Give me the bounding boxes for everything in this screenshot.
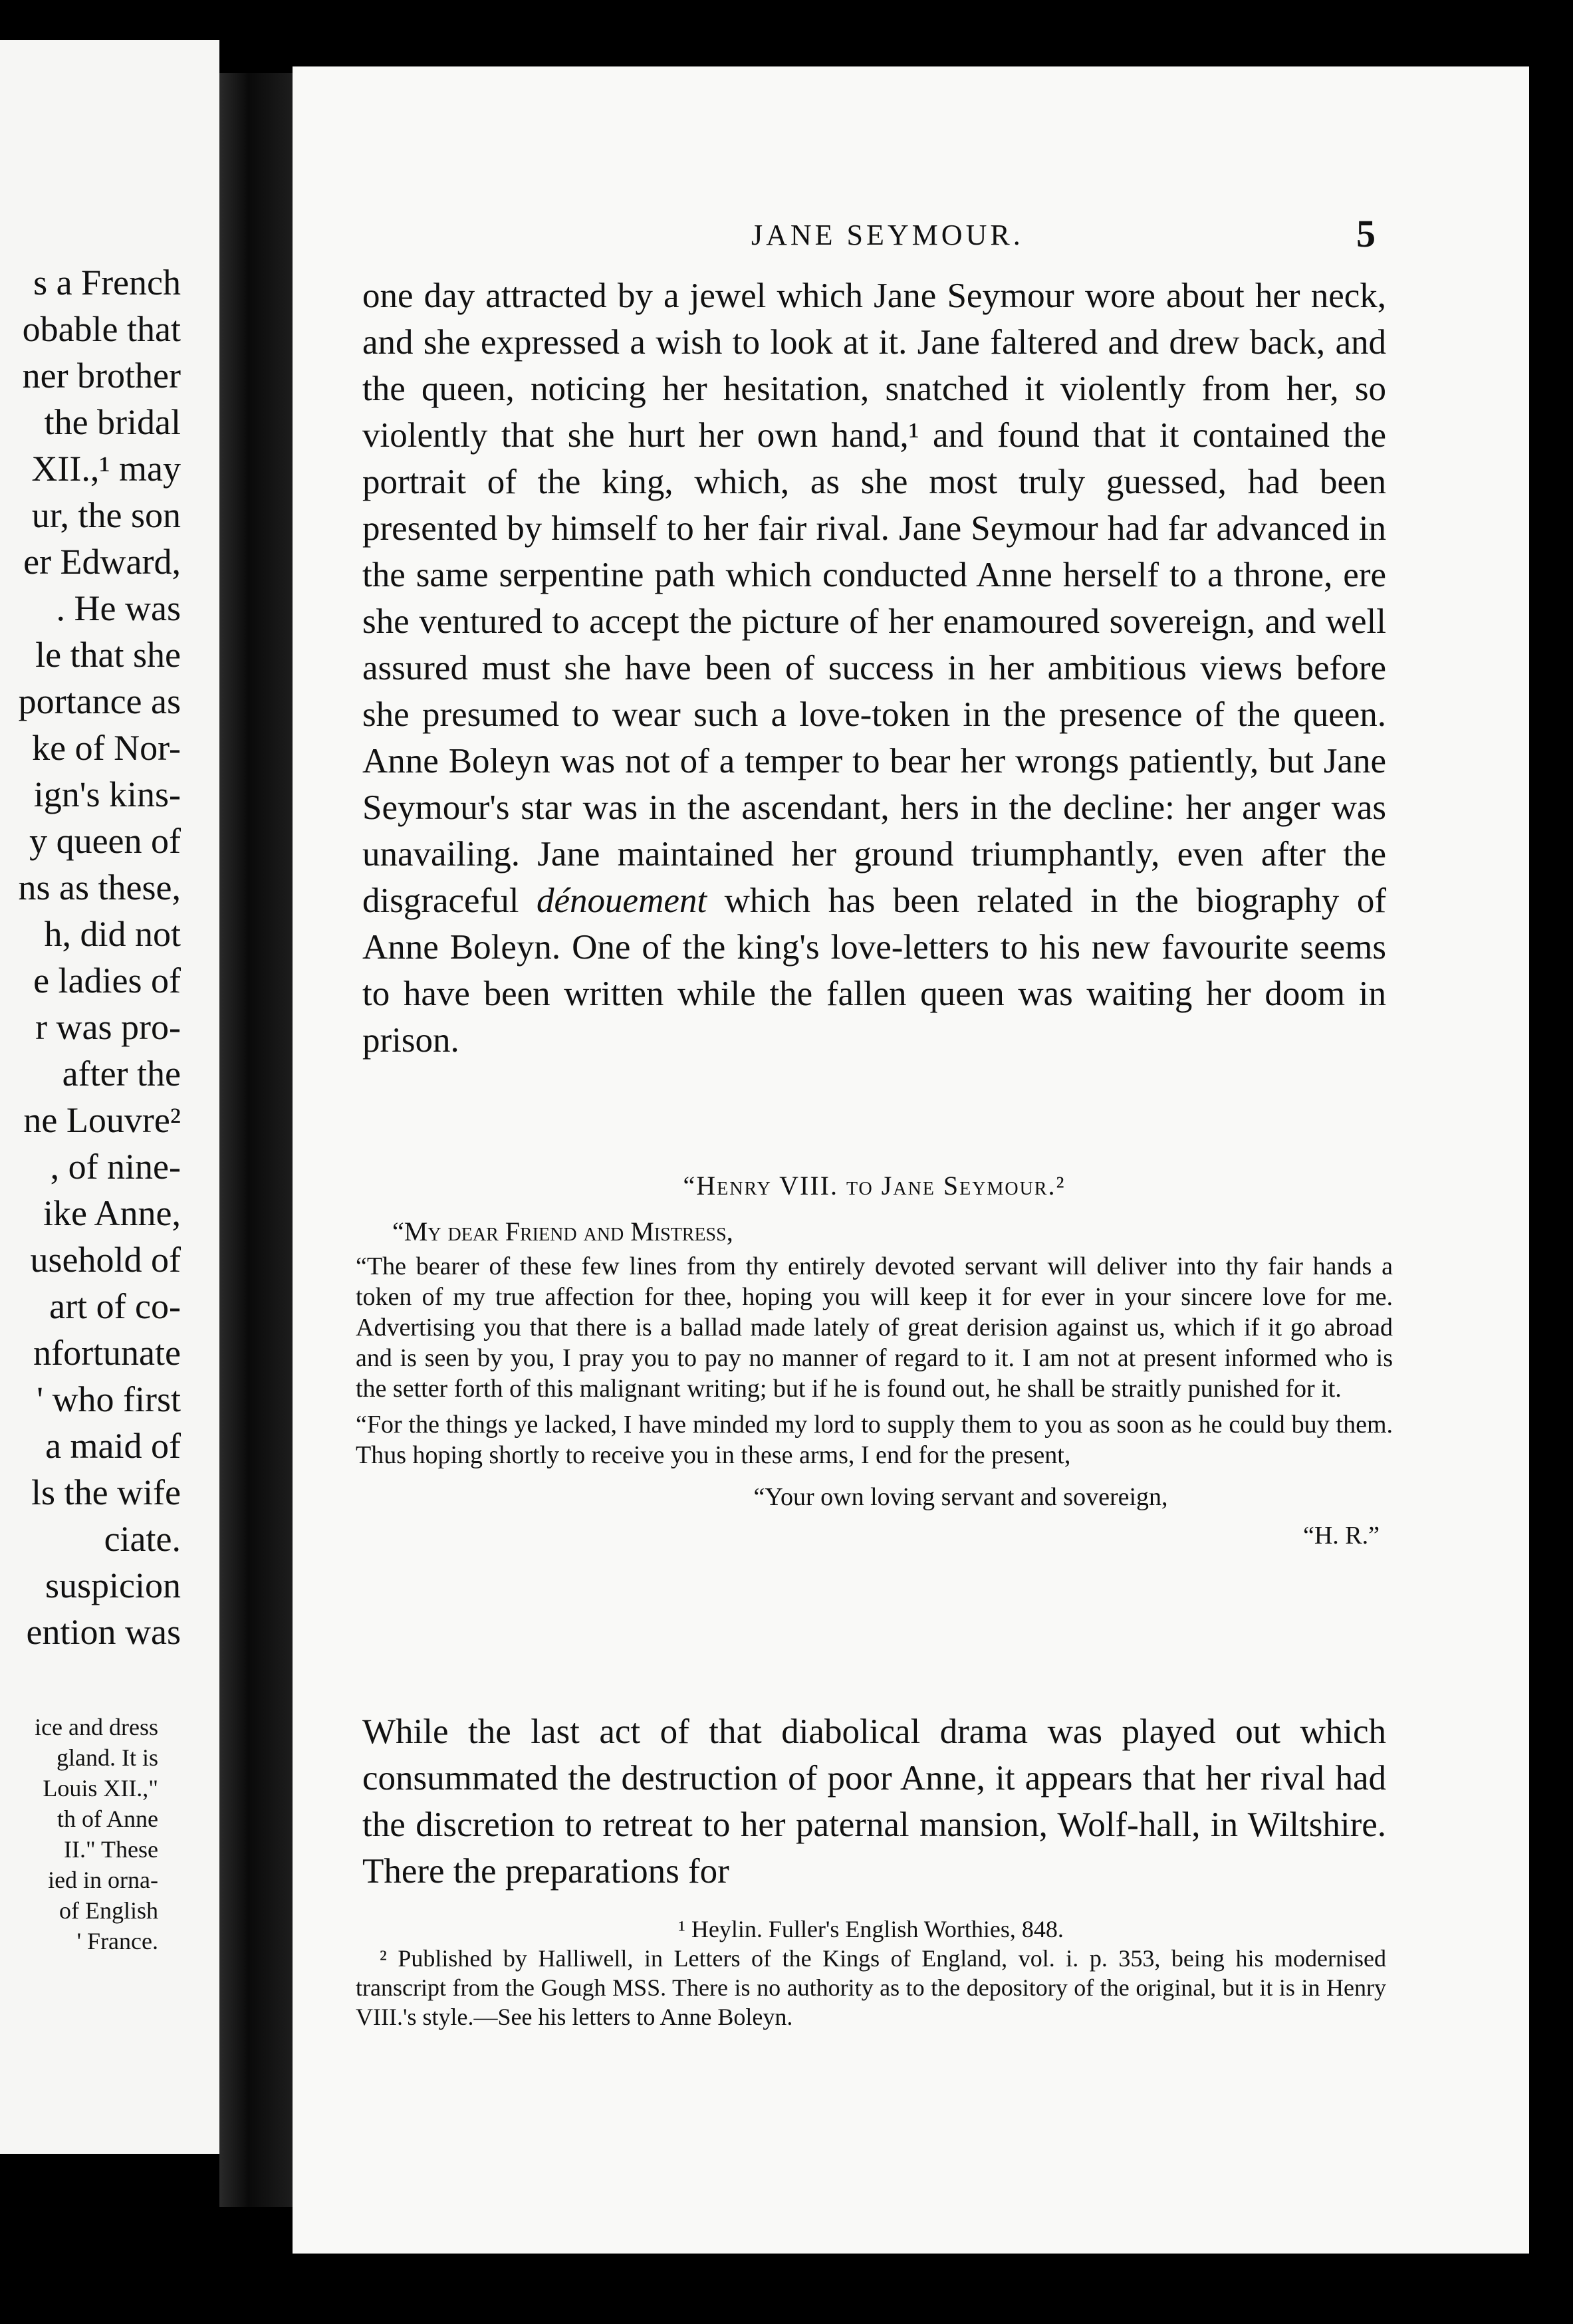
running-head: JANE SEYMOUR. — [751, 219, 1024, 251]
left-page-footnote-line: th of Anne — [57, 1805, 158, 1832]
page-number: 5 — [1356, 212, 1376, 255]
left-page-line: r was pro- — [35, 1007, 181, 1047]
left-page-line: s a French — [33, 263, 181, 302]
left-page-line: ention was — [26, 1612, 181, 1652]
left-page-line: XII.,¹ may — [31, 449, 181, 489]
body-text-continued — [362, 1708, 1386, 1895]
letter-block — [356, 1170, 1393, 1550]
left-page-line: ' who first — [37, 1379, 181, 1419]
body-text-tail: which has been related in the biography of Anne Boleyn. One of the king's love-letters to his new favourite seems to have been written while the fallen queen was waiting her doom in prison. — [362, 881, 1386, 1060]
left-page-line: art of co- — [49, 1286, 181, 1326]
left-page-line: ike Anne, — [43, 1193, 181, 1233]
letter-paragraph-1: “The bearer of these few lines from thy entirely devoted servant will deliver into thy fair hands a token of my true affection for thee, hoping you will keep it for ever in your sincere love for me. Advertising you that there is a ballad made lately of great derision against us, which if it go abroad and is seen by you, I pray you to pay no manner of regard to it. I am not at present informed who is the setter forth of this malignant writing; but if he is found out, he shall be straitly punished for it. — [356, 1252, 1393, 1403]
left-page-line: ner brother — [22, 356, 181, 396]
left-page-line: ns as these, — [18, 868, 181, 907]
left-page-line: y queen of — [29, 821, 181, 861]
letter-signoff: “Your own loving servant and sovereign, — [753, 1483, 1168, 1511]
body-paragraph-2: While the last act of that diabolical drama was played out which consummated the destruction of poor Anne, it appears that her rival had the discretion to retreat to her paternal mansion, Wolf-hall, in Wiltshire. There the preparations for — [362, 1712, 1386, 1891]
left-page-line: a maid of — [45, 1426, 181, 1466]
left-page-line: ciate. — [104, 1519, 181, 1559]
left-page-line: ls the wife — [31, 1472, 181, 1512]
body-italic-word: dénouement — [537, 881, 707, 920]
left-page-footnote-line: Louis XII.," — [43, 1775, 158, 1801]
letter-paragraph-2: “For the things ye lacked, I have minded my lord to supply them to you as soon as he could buy them. Thus hoping shortly to receive you in these arms, I end for the present, — [356, 1411, 1393, 1469]
left-page-line: ke of Nor- — [32, 728, 181, 768]
left-page-footnote-line: of English — [59, 1897, 158, 1924]
left-page-line: le that she — [35, 635, 181, 675]
left-page-footnotes — [35, 1712, 158, 1956]
letter-initials: “H. R.” — [1302, 1522, 1380, 1550]
letter-heading: “Henry VIII. to Jane Seymour.² — [683, 1171, 1066, 1201]
left-page-line: obable that — [22, 309, 181, 349]
left-page-line: nfortunate — [33, 1333, 181, 1373]
left-page-line: portance as — [18, 681, 181, 721]
page-header — [293, 211, 1529, 271]
left-page-line: ign's kins- — [33, 774, 181, 814]
left-page-line: , of nine- — [50, 1147, 181, 1187]
right-page — [293, 66, 1529, 2254]
body-paragraph — [362, 273, 1386, 1064]
left-page-footnote-line: ' France. — [76, 1928, 158, 1954]
book-gutter — [219, 73, 293, 2207]
left-page-footnote-line: II." These — [64, 1836, 158, 1863]
left-page-footnote-line: ied in orna- — [48, 1867, 158, 1893]
left-page-line: er Edward, — [23, 542, 181, 582]
left-page-line: suspicion — [45, 1566, 181, 1605]
left-page — [0, 40, 219, 2154]
left-page-line: usehold of — [30, 1240, 181, 1280]
left-page-line: e ladies of — [33, 961, 181, 1000]
left-page-line: ne Louvre² — [23, 1100, 181, 1140]
left-page-line: . He was — [56, 588, 181, 628]
left-page-footnote-line: gland. It is — [57, 1744, 158, 1771]
footnote-2: ² Published by Halliwell, in Letters of the Kings of England, vol. i. p. 353, being his modernised transcript from the Gough MSS. There is no authority as to the depository of the original, but it is in Henry VIII.'s style.—See his letters to Anne Boleyn. — [356, 1945, 1386, 2030]
left-page-text — [19, 259, 181, 1655]
left-page-line: h, did not — [44, 914, 181, 954]
left-page-line: the bridal — [44, 402, 181, 442]
body-text — [362, 273, 1386, 1064]
left-page-footnote-line: ice and dress — [35, 1714, 158, 1740]
body-text-main: one day attracted by a jewel which Jane Seymour wore about her neck, and she expressed a wish to look at it. Jane faltered and drew back, and the queen, noticing her hesitation, snatched it violently from her, so violently that she hurt her own hand,¹ and found that it contained the portrait of the king, which, as she most truly guessed, had been presented by himself to her fair rival. Jane Seymour had far advanced in the same serpentine path which conducted Anne herself to a throne, ere she ventured to accept the picture of her enamoured sovereign, and well assured must she have been of success in her ambitious views before she presumed to wear such a love-token in the presence of the queen. Anne Boleyn was not of a temper to bear her wrongs patiently, but Jane Seymour's star was in the ascendant, hers in the decline: her anger was unavailing. Jane maintained her ground triumphantly, even after the disgraceful — [362, 277, 1386, 920]
footnotes — [356, 1915, 1386, 2032]
left-page-line: after the — [62, 1054, 181, 1094]
letter-salutation: “My dear Friend and Mistress, — [392, 1217, 733, 1246]
footnote-1: ¹ Heylin. Fuller's English Worthies, 848. — [678, 1916, 1064, 1942]
left-page-line: ur, the son — [31, 495, 181, 535]
